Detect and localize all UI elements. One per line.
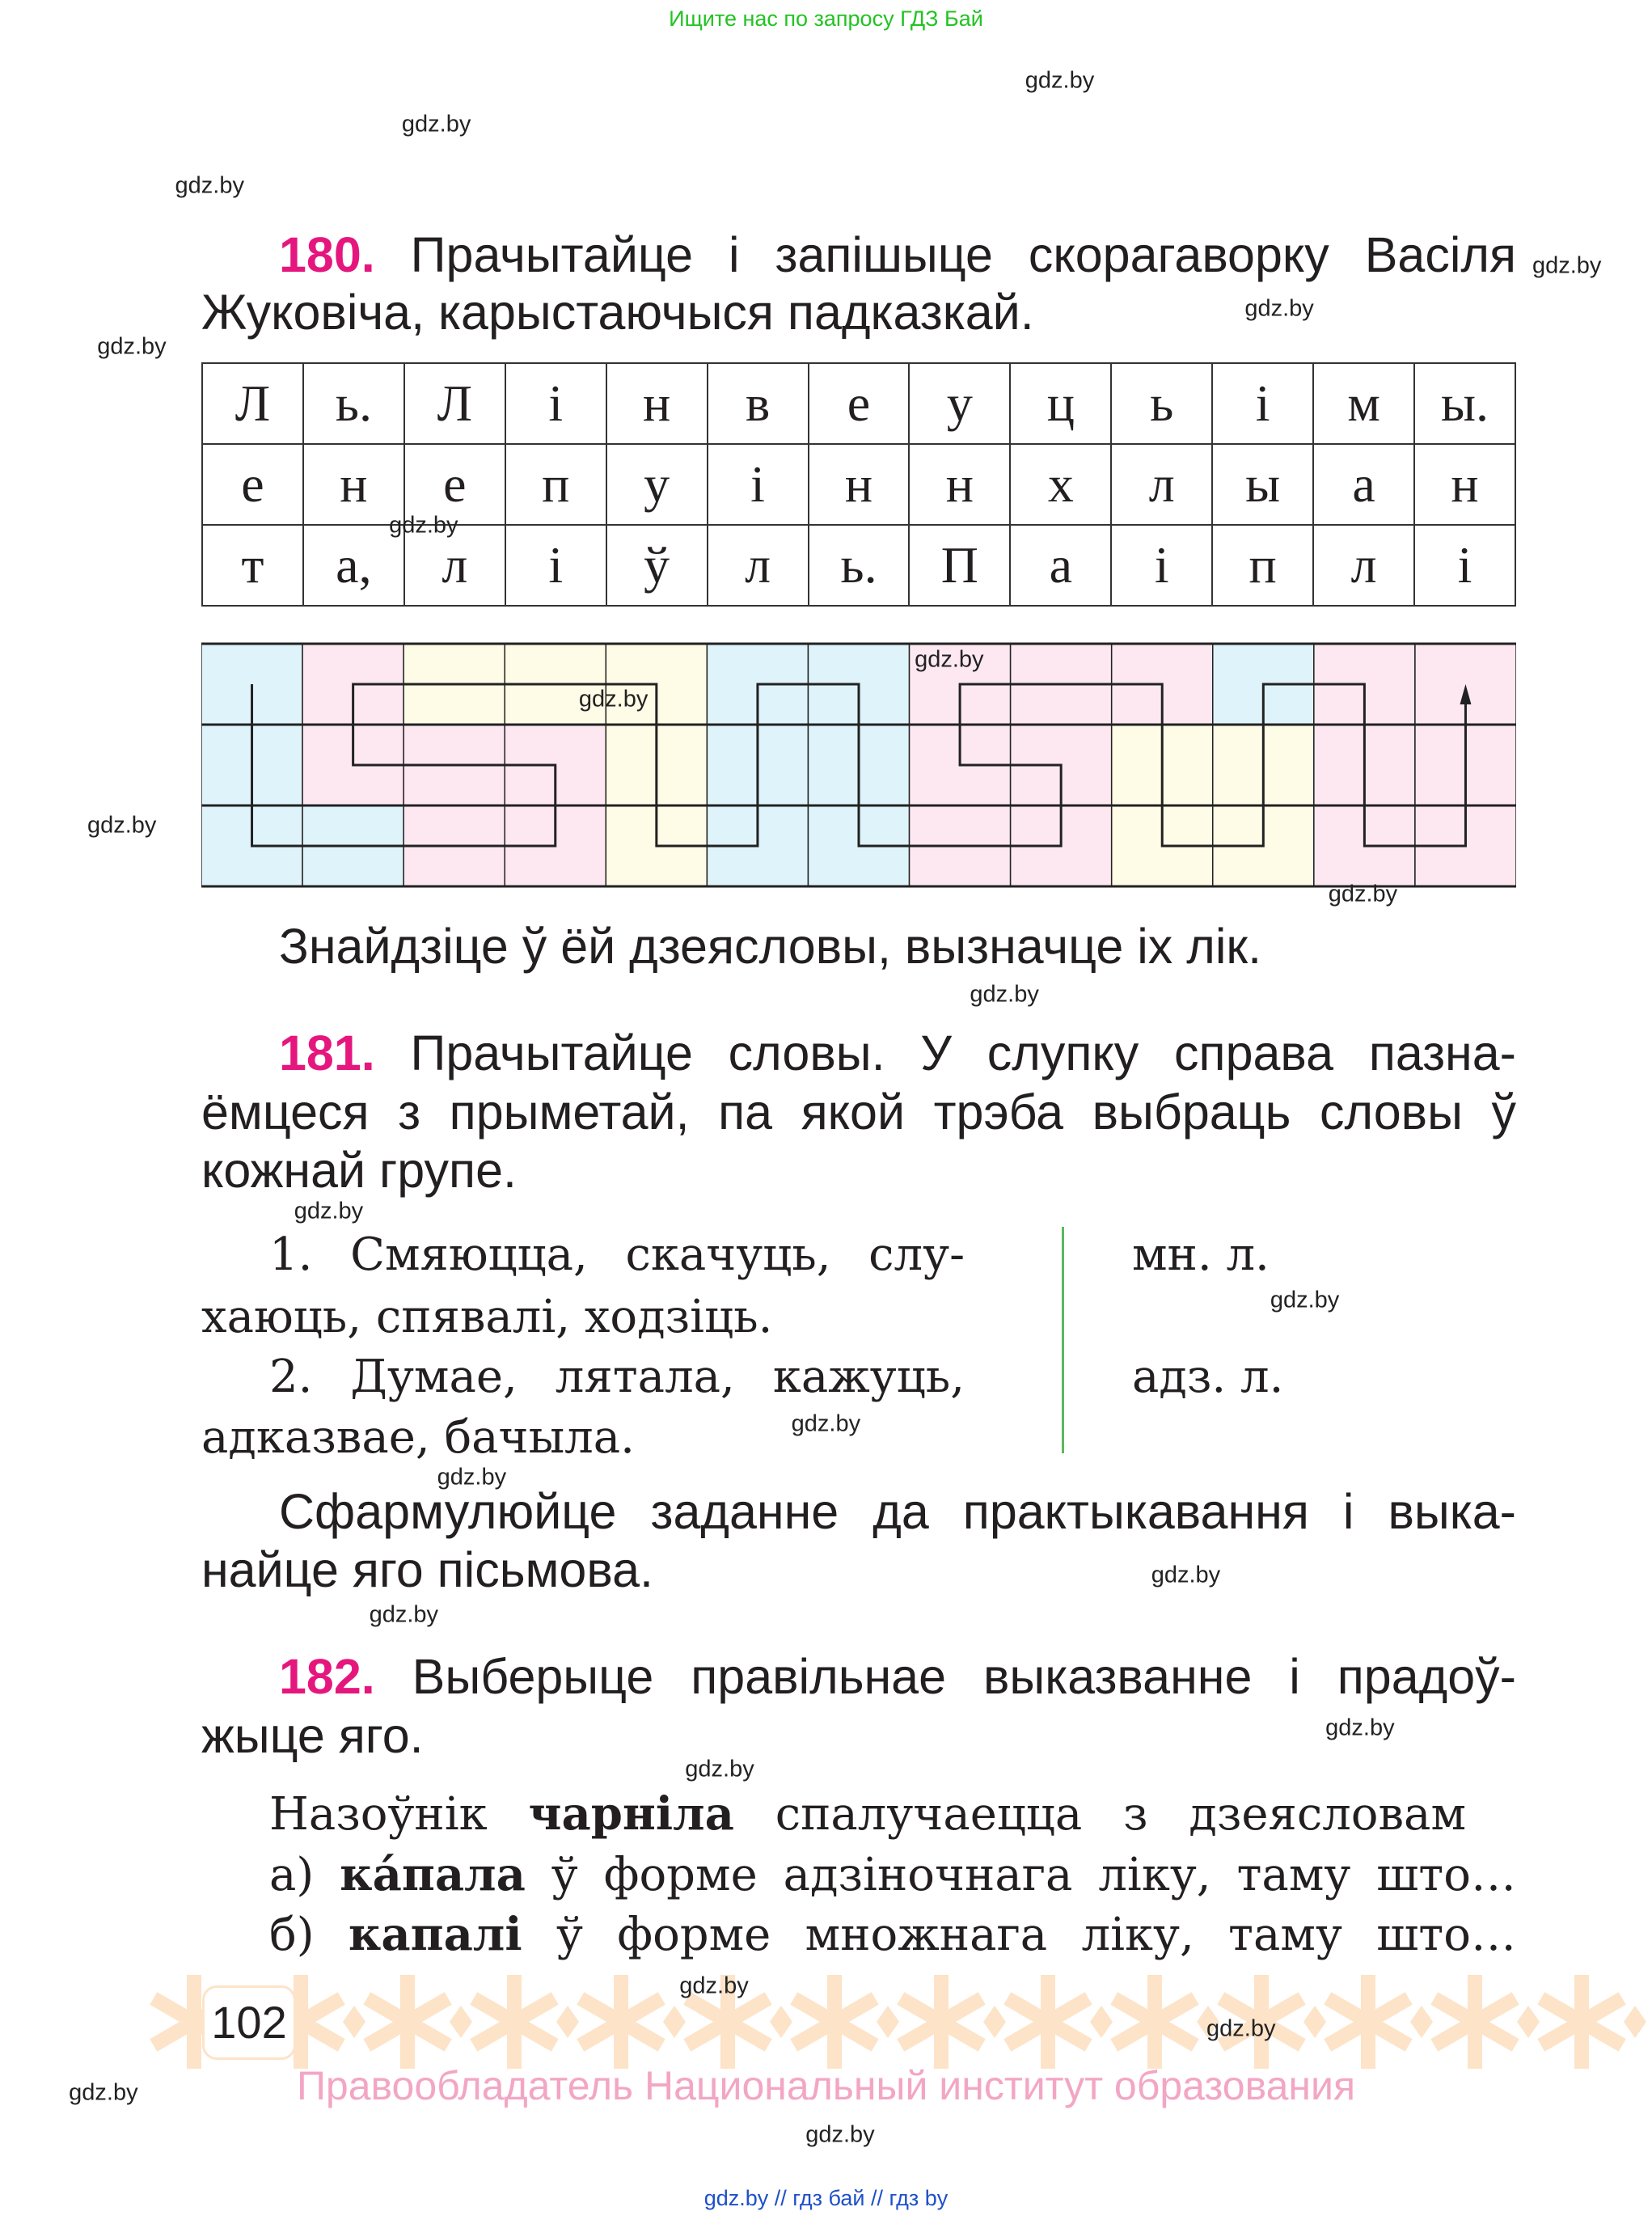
statement-option-a: а) ка́пала ў форме адзіночнага ліку, таму што… bbox=[269, 1848, 1516, 1901]
ex182-text: Выберыце правільнае выказванне і прадоў- bbox=[412, 1649, 1516, 1704]
ex180-text: Прачытайце і запішыце скорагаворку Васіля bbox=[410, 227, 1517, 282]
snowflake-ornament-icon bbox=[1110, 1975, 1198, 2069]
group-1-line-1: 1. Смяюцца, скачуць, слу- bbox=[269, 1228, 965, 1281]
diamond-ornament-icon bbox=[770, 2006, 792, 2038]
ex180-task: Знайдзіце ў ёй дзеясловы, вызначце іх лік. bbox=[279, 919, 1262, 974]
maze-path-diagram bbox=[201, 642, 1516, 888]
letter-cell: м bbox=[1313, 363, 1414, 444]
letter-cell: ў bbox=[606, 525, 708, 606]
letter-cell: і bbox=[1212, 363, 1313, 444]
diamond-ornament-icon bbox=[1517, 2006, 1540, 2038]
letter-cell: л bbox=[708, 525, 809, 606]
snowflake-ornament-icon bbox=[1430, 1975, 1519, 2069]
letter-cell: ы. bbox=[1414, 363, 1515, 444]
ex181-line-1 bbox=[201, 1024, 1516, 1082]
diamond-ornament-icon bbox=[1303, 2006, 1326, 2038]
letter-cell: і bbox=[505, 525, 606, 606]
diamond-ornament-icon bbox=[663, 2006, 686, 2038]
letter-cell: е bbox=[404, 444, 505, 525]
ex180-line-2: Жуковіча, карыстаючыся падказкай. bbox=[201, 285, 1034, 340]
watermark-text: gdz.by bbox=[1328, 881, 1398, 907]
watermark-text: gdz.by bbox=[294, 1198, 364, 1224]
letter-cell: п bbox=[1212, 525, 1313, 606]
watermark-text: gdz.by bbox=[578, 686, 649, 712]
letter-row bbox=[202, 363, 1515, 444]
watermark-text: gdz.by bbox=[369, 1601, 439, 1628]
letter-cell: у bbox=[606, 444, 708, 525]
letter-cell: а bbox=[1313, 444, 1414, 525]
letter-cell: н bbox=[606, 363, 708, 444]
diamond-ornament-icon bbox=[1090, 2006, 1113, 2038]
letter-cell: ь. bbox=[809, 525, 910, 606]
letter-cell: і bbox=[505, 363, 606, 444]
snowflake-ornament-icon bbox=[1003, 1975, 1092, 2069]
letter-cell: а, bbox=[303, 525, 404, 606]
watermark-text: gdz.by bbox=[175, 172, 245, 198]
watermark-text: gdz.by bbox=[685, 1756, 754, 1782]
page-number: 102 bbox=[202, 1985, 296, 2060]
letter-cell: н bbox=[909, 444, 1010, 525]
watermark-text: gdz.by bbox=[791, 1410, 861, 1437]
watermark-text: gdz.by bbox=[437, 1464, 507, 1490]
letter-cell: ь bbox=[1111, 363, 1212, 444]
watermark-text: gdz.by bbox=[1244, 295, 1314, 322]
column-divider bbox=[1062, 1227, 1064, 1453]
watermark-text: gdz.by bbox=[1270, 1287, 1340, 1313]
statement-intro: Назоўнік чарніла спалучаецца з дзеясловам bbox=[269, 1787, 1466, 1841]
diamond-ornament-icon bbox=[450, 2006, 472, 2038]
watermark-text: gdz.by bbox=[970, 981, 1039, 1008]
letter-cell: ц bbox=[1010, 363, 1111, 444]
search-hint-link[interactable]: Ищите нас по запросу ГДЗ Бай bbox=[669, 6, 983, 31]
ex181-number: 181. bbox=[279, 1025, 375, 1080]
watermark-text: gdz.by bbox=[389, 512, 458, 539]
statement-option-b: б) капалі ў форме множнага ліку, таму што… bbox=[269, 1908, 1517, 1961]
snowflake-ornament-icon bbox=[470, 1975, 558, 2069]
snowflake-ornament-icon bbox=[363, 1975, 451, 2069]
ex180-number: 180. bbox=[279, 227, 375, 282]
watermark-text: gdz.by bbox=[1532, 252, 1602, 279]
watermark-text: gdz.by bbox=[1025, 67, 1095, 94]
group-2-line-2: адказвае, бачыла. bbox=[201, 1411, 635, 1464]
watermark-text: gdz.by bbox=[1325, 1715, 1395, 1741]
watermark-text: gdz.by bbox=[1206, 2015, 1276, 2042]
group-1-line-2: хаюць, спявалі, ходзіць. bbox=[201, 1291, 773, 1343]
watermark-text: gdz.by bbox=[1151, 1562, 1221, 1588]
letter-cell: л bbox=[404, 525, 505, 606]
snowflake-ornament-icon bbox=[577, 1975, 665, 2069]
watermark-text: gdz.by bbox=[87, 812, 157, 839]
watermark-text: gdz.by bbox=[401, 111, 471, 137]
ex181-line-3: кожнай групе. bbox=[201, 1143, 517, 1198]
ex181-task-2: найце яго пісьмова. bbox=[201, 1542, 653, 1597]
letter-cell: П bbox=[909, 525, 1010, 606]
watermark-text: gdz.by bbox=[679, 1972, 749, 1999]
ex182-line-1 bbox=[201, 1647, 1516, 1706]
group-2-line-1: 2. Думае, лятала, кажуць, bbox=[269, 1351, 965, 1403]
letter-cell: у bbox=[909, 363, 1010, 444]
watermark-text: gdz.by bbox=[69, 2079, 138, 2106]
diamond-ornament-icon bbox=[1624, 2006, 1646, 2038]
letter-cell: н bbox=[303, 444, 404, 525]
ornament-band bbox=[146, 1973, 1650, 2070]
letter-cell: і bbox=[1414, 525, 1515, 606]
ex181-text: Прачытайце словы. У слупку справа пазна- bbox=[410, 1025, 1516, 1080]
letter-cell: л bbox=[1111, 444, 1212, 525]
watermark-text: gdz.by bbox=[805, 2121, 875, 2148]
letter-cell: н bbox=[1414, 444, 1515, 525]
letter-cell: а bbox=[1010, 525, 1111, 606]
letter-cell: л bbox=[1313, 525, 1414, 606]
letter-cell: і bbox=[1111, 525, 1212, 606]
diamond-ornament-icon bbox=[1410, 2006, 1433, 2038]
letter-cell: ь. bbox=[303, 363, 404, 444]
diamond-ornament-icon bbox=[556, 2006, 579, 2038]
snowflake-ornament-icon bbox=[790, 1975, 878, 2069]
ex182-number: 182. bbox=[279, 1649, 375, 1704]
snowflake-ornament-icon bbox=[897, 1975, 985, 2069]
group-1-label: мн. л. bbox=[1132, 1228, 1270, 1281]
letter-cell: н bbox=[809, 444, 910, 525]
diamond-ornament-icon bbox=[343, 2006, 365, 2038]
letter-cell: п bbox=[505, 444, 606, 525]
ex182-line-2: жыце яго. bbox=[201, 1708, 424, 1763]
ex181-line-2: ёмцеся з прыметай, па якой трэба выбраць словы ў bbox=[201, 1085, 1516, 1139]
watermark-text: gdz.by bbox=[915, 646, 984, 673]
letter-grid bbox=[201, 362, 1516, 607]
snowflake-ornament-icon bbox=[1537, 1975, 1625, 2069]
footer-links[interactable]: gdz.by // гдз бай // гдз by bbox=[703, 2186, 949, 2210]
letter-cell: е bbox=[809, 363, 910, 444]
ex181-task-1: Сфармулюйце заданне да практыкавання і выка- bbox=[279, 1484, 1516, 1539]
diamond-ornament-icon bbox=[877, 2006, 899, 2038]
group-2-label: адз. л. bbox=[1132, 1351, 1284, 1403]
letter-cell: е bbox=[202, 444, 303, 525]
letter-cell: і bbox=[708, 444, 809, 525]
ex180-line-1 bbox=[201, 226, 1516, 284]
letter-cell: т bbox=[202, 525, 303, 606]
letter-cell: Л bbox=[404, 363, 505, 444]
letter-cell: Л bbox=[202, 363, 303, 444]
diamond-ornament-icon bbox=[983, 2006, 1006, 2038]
copyright-notice: Правообладатель Национальный институт образования bbox=[296, 2063, 1356, 2108]
letter-cell: х bbox=[1010, 444, 1111, 525]
snowflake-ornament-icon bbox=[1324, 1975, 1412, 2069]
letter-cell: в bbox=[708, 363, 809, 444]
watermark-text: gdz.by bbox=[97, 333, 167, 360]
letter-cell: ы bbox=[1212, 444, 1313, 525]
